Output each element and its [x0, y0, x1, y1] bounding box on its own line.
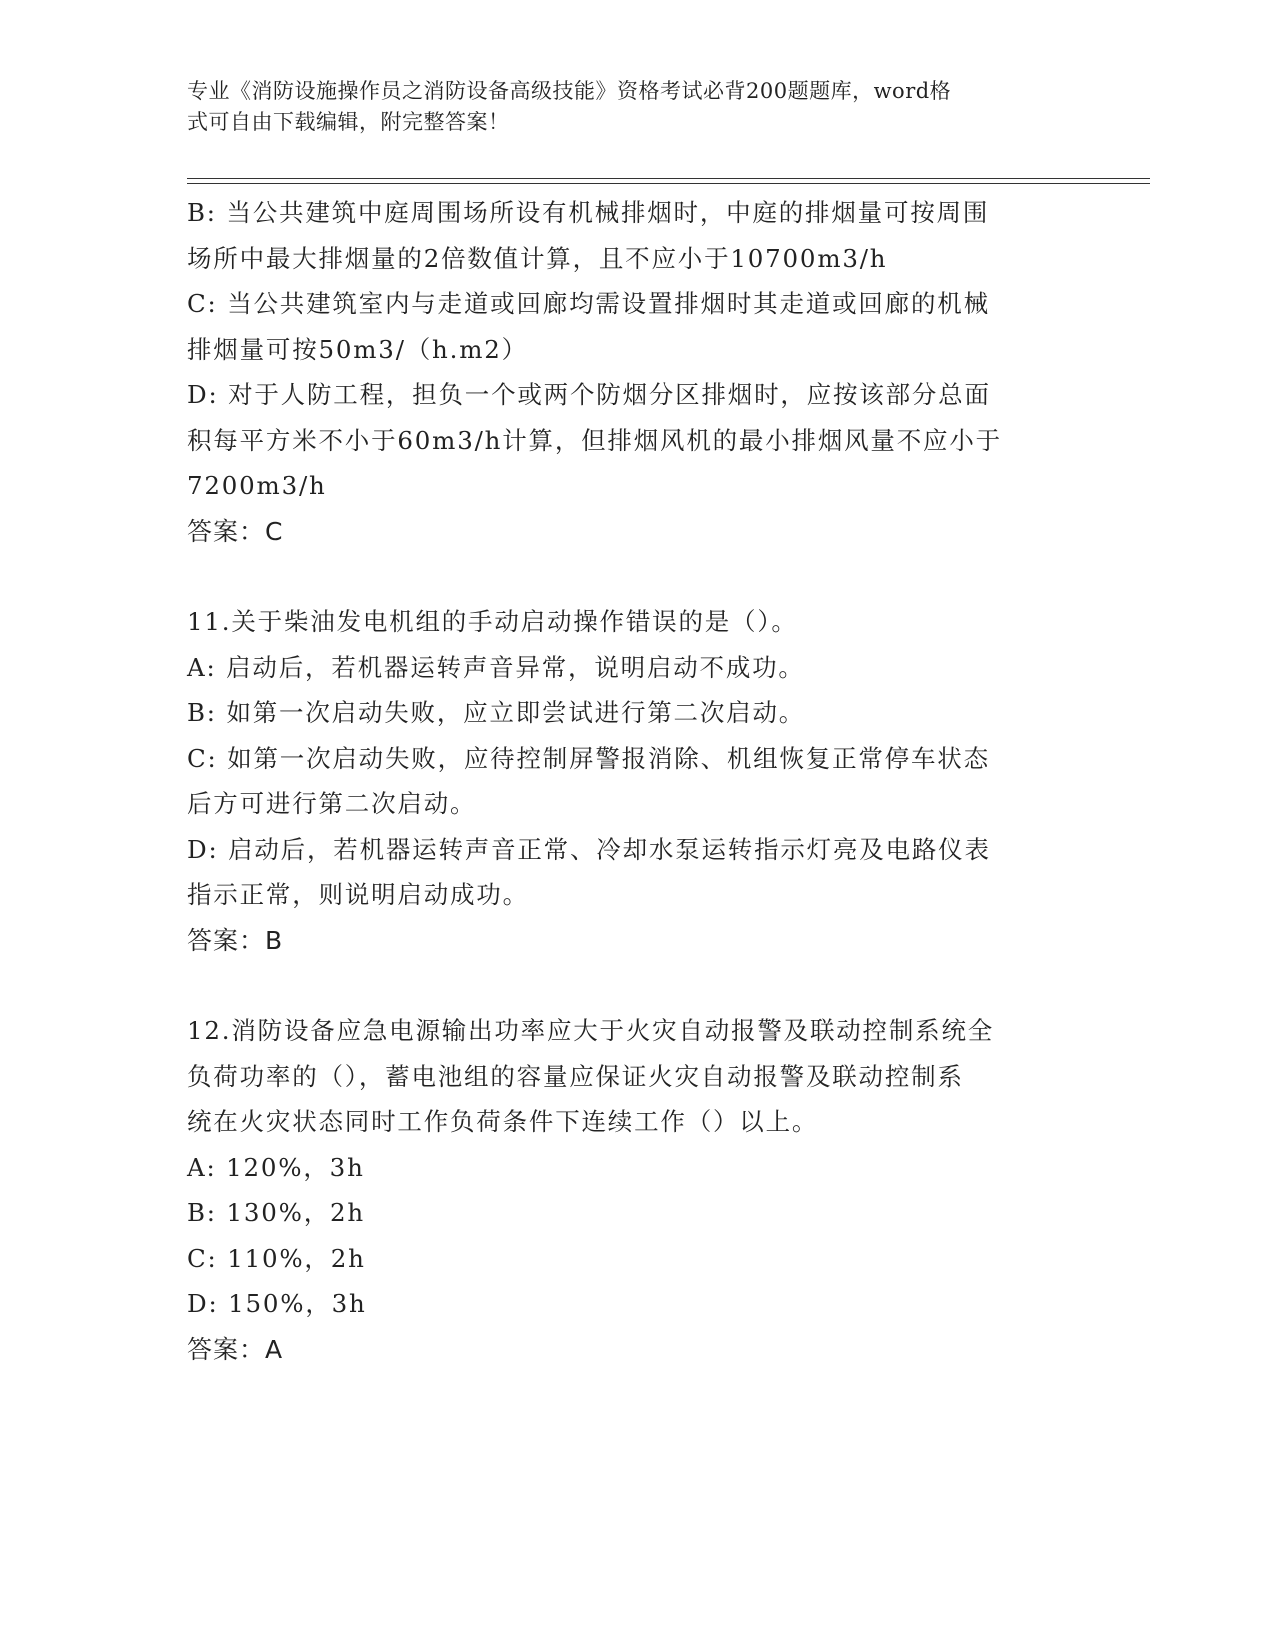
- option-c: [187, 736, 1077, 827]
- question-12: [187, 1008, 1077, 1372]
- header-divider-top: [187, 178, 1150, 179]
- answer: 答案：A: [187, 1334, 284, 1364]
- option-b: [187, 190, 1077, 281]
- question-stem-line-2: 负荷功率的（），蓄电池组的容量应保证火灾自动报警及联动控制系: [187, 1061, 964, 1091]
- page-header: [187, 76, 1067, 138]
- spacer: [187, 554, 1077, 599]
- prev-question: [187, 190, 1077, 554]
- document-body: [187, 190, 1077, 1372]
- question-stem-line-3: 统在火灾状态同时工作负荷条件下连续工作（）以上。: [187, 1107, 819, 1136]
- question-11: [187, 599, 1077, 963]
- header-line-2: 式可自由下载编辑，附完整答案！: [187, 110, 510, 134]
- question-stem: 11.关于柴油发电机组的手动启动操作错误的是（）。: [187, 607, 798, 636]
- question-stem-line-1: 12.消防设备应急电源输出功率应大于火灾自动报警及联动控制系统全: [187, 1016, 995, 1045]
- header-divider-bottom: [187, 183, 1150, 184]
- option-a: A: 120%，3h: [187, 1152, 365, 1182]
- option-d-line-2: 指示正常，则说明启动成功。: [187, 880, 529, 909]
- option-c-line-1: C: 当公共建筑室内与走道或回廊均需设置排烟时其走道或回廊的机械: [187, 289, 990, 318]
- option-b-line-1: B: 当公共建筑中庭周围场所设有机械排烟时，中庭的排烟量可按周围: [187, 198, 990, 227]
- option-d: [187, 827, 1077, 918]
- option-a: A: 启动后，若机器运转声音异常，说明启动不成功。: [187, 652, 805, 682]
- option-d-line-1: D: 对于人防工程，担负一个或两个防烟分区排烟时，应按该部分总面: [187, 380, 991, 409]
- option-c: [187, 281, 1077, 372]
- option-c-line-2: 后方可进行第二次启动。: [187, 789, 477, 818]
- answer: 答案：B: [187, 925, 284, 955]
- option-d-line-2: 积每平方米不小于60m3/h计算，但排烟风机的最小排烟风量不应小于: [187, 425, 1002, 455]
- option-c: C: 110%，2h: [187, 1243, 366, 1273]
- spacer: [187, 963, 1077, 1008]
- option-b: B: 如第一次启动失败，应立即尝试进行第二次启动。: [187, 698, 806, 727]
- question-stem: [187, 1008, 1077, 1145]
- header-line-1: 专业《消防设施操作员之消防设备高级技能》资格考试必背200题题库，word格: [187, 79, 952, 103]
- option-c-line-1: C: 如第一次启动失败，应待控制屏警报消除、机组恢复正常停车状态: [187, 743, 990, 773]
- option-b-line-2: 场所中最大排烟量的2倍数值计算，且不应小于10700m3/h: [187, 243, 888, 273]
- option-c-line-2: 排烟量可按50m3/（h.m2）: [187, 334, 528, 364]
- option-b: B: 130%，2h: [187, 1198, 365, 1227]
- answer: 答案：C: [187, 516, 284, 546]
- option-d-line-3: 7200m3/h: [187, 471, 327, 500]
- option-d: [187, 372, 1077, 509]
- option-d: D: 150%，3h: [187, 1289, 367, 1318]
- option-d-line-1: D: 启动后，若机器运转声音正常、冷却水泵运转指示灯亮及电路仪表: [187, 834, 991, 864]
